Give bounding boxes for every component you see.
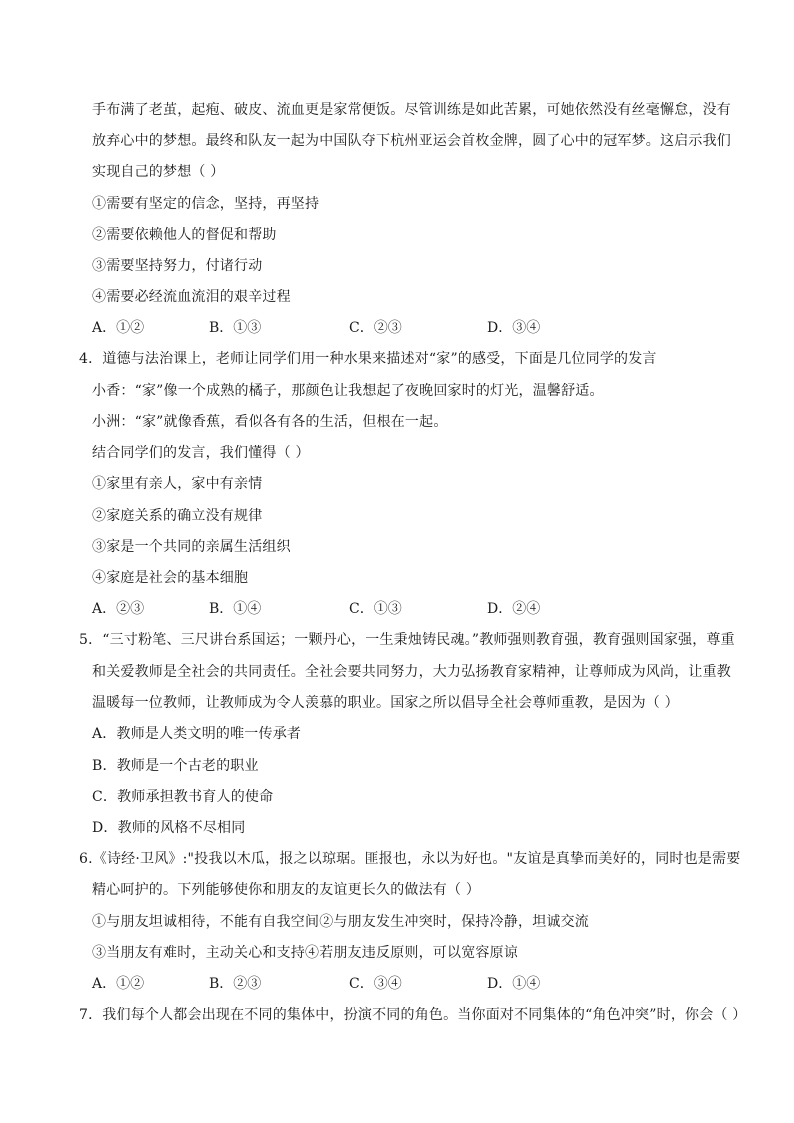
q6-option-c[interactable]: C．③④ [349,976,402,992]
q3-stem-line-3: 实现自己的梦想（ ） [92,164,225,180]
q4-stem-line-3: 小洲：“家”就像香蕉，看似各有各的生活，但根在一起。 [92,414,448,430]
q3-statement-1: ①需要有坚定的信念，坚持，再坚持 [92,196,320,212]
q5-choice-a[interactable]: A．教师是人类文明的唯一传承者 [92,726,302,742]
q3-statement-2: ②需要依赖他人的督促和帮助 [92,227,277,243]
q5-choice-b[interactable]: B．教师是一个古老的职业 [92,758,259,774]
q4-statement-1: ①家里有亲人，家中有亲情 [92,476,263,492]
q3-stem-line-2: 放弃心中的梦想。最终和队友一起为中国队夺下杭州亚运会首枚金牌，圆了心中的冠军梦。这启示我们 [92,133,731,149]
q4-stem-line-2: 小香：“家”像一个成熟的橘子，那颜色让我想起了夜晚回家时的灯光，温馨舒适。 [92,383,604,399]
q6-statements-line-2: ③当朋友有难时，主动关心和支持④若朋友违反原则，可以宽容原谅 [92,945,518,961]
q6-option-b[interactable]: B．②③ [209,976,262,992]
q4-option-b[interactable]: B．①④ [209,601,262,617]
q6-stem-line-2: 精心呵护的。下列能够使你和朋友的友谊更长久的做法有（ ） [92,882,481,898]
q3-option-d[interactable]: D．③④ [487,320,541,336]
q3-statement-3: ③需要坚持努力，付诸行动 [92,258,263,274]
q7-stem-line-1: 7．我们每个人都会出现在不同的集体中，扮演不同的角色。当你面对不同集体的“角色冲突”时，你会（ ） [79,1007,747,1023]
q5-choice-c[interactable]: C．教师承担教书育人的使命 [92,789,274,805]
q3-option-b[interactable]: B．①③ [209,320,262,336]
q5-stem-line-2: 和关爱教师是全社会的共同责任。全社会要共同努力，大力弘扬教育家精神，让尊师成为风尚，让重教 [92,664,731,680]
q3-stem-line-1: 手布满了老茧，起疱、破皮、流血更是家常便饭。尽管训练是如此苦累，可她依然没有丝毫懈怠，没有 [92,102,731,118]
q4-statement-4: ④家庭是社会的基本细胞 [92,570,249,586]
q4-option-a[interactable]: A．②③ [92,601,145,617]
q6-option-d[interactable]: D．①④ [487,976,541,992]
q3-option-a[interactable]: A．①② [92,320,145,336]
q5-stem-line-1: 5．“三寸粉笔、三尺讲台系国运；一颗丹心，一生秉烛铸民魂。”教师强则教育强，教育强则国家强，尊重 [79,632,735,648]
q6-stem-line-1: 6.《诗经·卫风》:"投我以木瓜，报之以琼琚。匪报也，永以为好也。"友谊是真挚而美好的，同时也是需要 [79,851,741,867]
q5-stem-line-3: 温暖每一位教师，让教师成为令人羡慕的职业。国家之所以倡导全社会尊师重教，是因为（ ） [92,695,679,711]
q5-choice-d[interactable]: D．教师的风格不尽相同 [92,820,246,836]
q4-stem-line-1: 4．道德与法治课上，老师让同学们用一种水果来描述对“家”的感受，下面是几位同学的发言 [79,351,657,367]
q3-statement-4: ④需要必经流血流泪的艰辛过程 [92,289,291,305]
q4-option-d[interactable]: D．②④ [487,601,541,617]
q4-statement-3: ③家是一个共同的亲属生活组织 [92,539,291,555]
q6-statements-line-1: ①与朋友坦诚相待，不能有自我空间②与朋友发生冲突时，保持冷静，坦诚交流 [92,914,589,930]
q6-option-a[interactable]: A．①② [92,976,145,992]
q4-statement-2: ②家庭关系的确立没有规律 [92,508,263,524]
q4-stem-line-4: 结合同学们的发言，我们懂得（ ） [92,445,310,461]
q4-option-c[interactable]: C．①③ [349,601,402,617]
q3-option-c[interactable]: C．②③ [349,320,402,336]
